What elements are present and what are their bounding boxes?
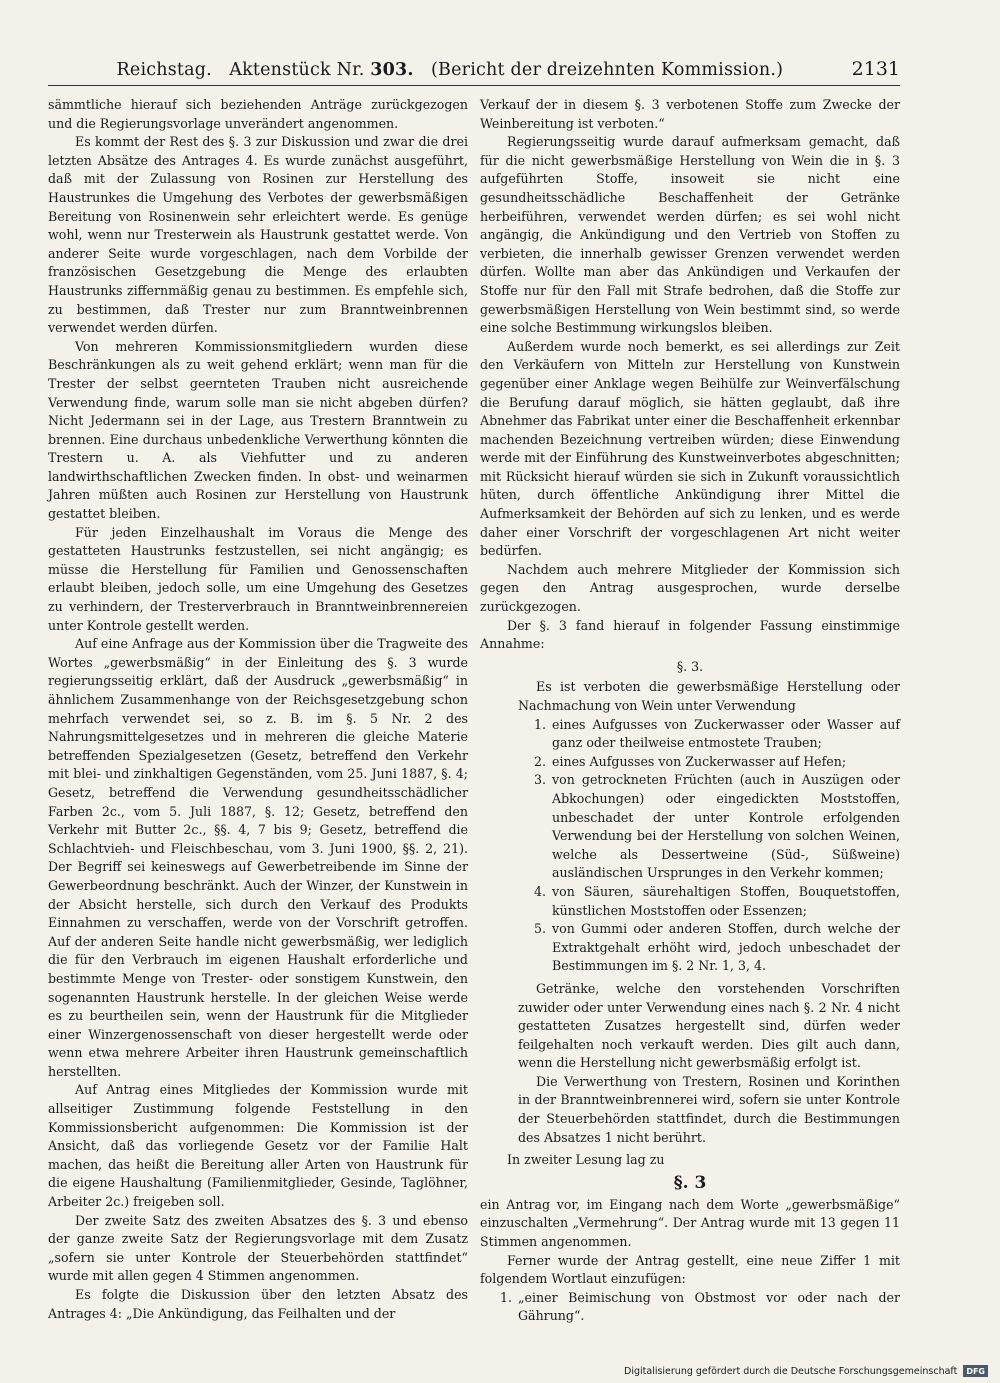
running-title-parliament: Reichstag. bbox=[116, 60, 212, 80]
new-item-text: „einer Beimischung von Obstmost vor oder nach der Gährung“. bbox=[518, 1289, 900, 1324]
paragraph: Der zweite Satz des zweiten Absatzes des §. 3 und ebenso der ganze zweite Satz der Regierungsvorlage mit dem Zusatz „sofern sie unter Kontrole der Steuerbehörden stattfindet“ wurde mit allen gegen 4 Stimmen angenommen. bbox=[48, 1212, 468, 1284]
running-title-document: Aktenstück Nr. bbox=[229, 60, 365, 80]
paragraph: Für jeden Einzelhaushalt im Voraus die Menge des gestatteten Haustrunks festzustellen, sei nicht angängig; es müsse die Herstellung für Familien und Genossenschaften erlaubt bleiben, jedoch solle, um eine Umgehung des Gesetzes zu verhindern, der Tresterverbrauch in Branntweinbrennereien unter Kontrole gestellt werden. bbox=[48, 524, 468, 633]
second-reading-heading: §. 3 bbox=[673, 1172, 707, 1193]
paragraph: Es kommt der Rest des §. 3 zur Diskussion und zwar die drei letzten Absätze des Antrages 4. Es wurde zunächst ausgeführt, daß mit der Zulassung von Rosinen zur Herstellung des Haustrunkes die Umgehung des Verbotes der gewerbsmäßigen Bereitung von Rosinenwein sehr erleichtert werde. Es genüge wohl, wenn nur Tresterwein als Haustrunk gestattet werde. Von anderer Seite wurde vorgeschlagen, nach dem Vorbilde der französischen Gesetzgebung die Menge des erlaubten Haustrunks ziffernmäßig genau zu bestimmen. Es empfehle sich, zu bestimmen, daß Trester nur zum Branntweinbrennen verwendet werden dürfen. bbox=[48, 134, 468, 336]
paragraph: ein Antrag vor, im Eingang nach dem Worte „gewerbsmäßige“ einzuschalten „Vermehrung“. Der Antrag wurde mit 13 gegen 11 Stimmen angenommen. bbox=[480, 1196, 900, 1250]
law-text bbox=[518, 678, 900, 1147]
new-item-number: 1. bbox=[499, 1289, 512, 1305]
left-column bbox=[48, 96, 468, 1323]
paragraph: Nachdem auch mehrere Mitglieder der Kommission sich gegen den Antrag ausgesprochen, wurde derselbe zurückgezogen. bbox=[480, 561, 900, 615]
footer-text: Digitalisierung gefördert durch die Deutsche Forschungsgemeinschaft bbox=[624, 1365, 958, 1377]
law-item bbox=[518, 771, 900, 883]
paragraph: Verkauf der in diesem §. 3 verbotenen Stoffe zum Zwecke der Weinbereitung ist verboten.“ bbox=[480, 97, 900, 131]
paragraph: Ferner wurde der Antrag gestellt, eine neue Ziffer 1 mit folgendem Wortlaut einzufügen: bbox=[480, 1252, 900, 1287]
law-item bbox=[518, 883, 900, 920]
law-paragraph: Die Verwerthung von Trestern, Rosinen und Korinthen in der Branntweinbrennerei wird, sofern sie unter Kontrole der Steuerbehörden stattfindet, durch die Bestimmungen des Absatzes 1 nicht berührt. bbox=[518, 1073, 900, 1145]
digitization-footer bbox=[610, 1365, 988, 1377]
paragraph: Regierungsseitig wurde darauf aufmerksam gemacht, daß für die nicht gewerbsmäßige Herstellung von Wein die in §. 3 aufgeführten Stoffe, insoweit sie nicht eine gesundheitsschädliche Beschaffenheit der Getränke herbeiführen, verwendet werden dürfen; es sei wohl nicht angängig, die Ankündigung und den Vertrieb von Stoffen zu verbieten, die innerhalb gewisser Grenzen verwendet werden dürfen. Wollte man aber das Ankündigen und Verkaufen der Stoffe nur für den Fall mit Strafe bedrohen, daß die Stoffe zur gewerbsmäßigen Herstellung von Wein bestimmt sind, so werde eine solche Bestimmung wirkungslos bleiben. bbox=[480, 134, 900, 336]
paragraph: Der §. 3 fand hierauf in folgender Fassung einstimmige Annahme: bbox=[480, 617, 900, 652]
law-item-number: 1. bbox=[533, 716, 546, 732]
law-paragraph: Getränke, welche den vorstehenden Vorschriften zuwider oder unter Verwendung eines nach §. 2 Nr. 4 nicht gestatteten Zusatzes hergestellt sind, dürfen weder feilgehalten noch verkauft werden. Dies gilt auch dann, wenn die Herstellung nicht gewerbsmäßig erfolgt ist. bbox=[518, 980, 900, 1071]
law-item-text: von Säuren, säurehaltigen Stoffen, Bouquetstoffen, künstlichen Moststoffen oder Essenzen; bbox=[552, 883, 900, 918]
law-item bbox=[518, 753, 900, 772]
header-rule bbox=[48, 85, 900, 86]
running-title-report: (Bericht der dreizehnten Kommission.) bbox=[431, 60, 784, 80]
law-item-text: von Gummi oder anderen Stoffen, durch welche der Extraktgehalt erhöht wird, jedoch unbeschadet der Bestimmungen im §. 2 Nr. 1, 3, 4. bbox=[552, 921, 900, 974]
paragraph: Es folgte die Diskussion über den letzten Absatz des Antrages 4: „Die Ankündigung, das Feilhalten und der bbox=[48, 1287, 468, 1321]
dfg-logo-icon: DFG bbox=[963, 1365, 988, 1377]
paragraph: Außerdem wurde noch bemerkt, es sei allerdings zur Zeit den Verkäufern von Mitteln zur Herstellung von Kunstwein gegenüber einer Anklage wegen Beihülfe zur Weinverfälschung die Berufung darauf möglich, sie hätten geglaubt, daß ihre Abnehmer das Fabrikat unter einer die Beschaffenheit erkennbar machenden Bezeichnung vertreiben würden; diese Einwendung werde mit der Einführung des Kunstweinverbotes abgeschnitten; mit Rücksicht hierauf würden sie sich in Zukunft voraussichtlich hüten, durch öffentliche Ankündigung ihrer Mittel die Aufmerksamkeit der Behörden auf sich zu lenken, und es werde daher einer Vorschrift der vorgeschlagenen Art nicht weiter bedürfen. bbox=[480, 338, 900, 559]
paragraph: sämmtliche hierauf sich beziehenden Anträge zurückgezogen und die Regierungsvorlage unverändert angenommen. bbox=[48, 97, 468, 131]
law-item-text: von getrockneten Früchten (auch in Auszügen oder Abkochungen) oder eingedickten Moststoffen, unbeschadet der unter Kontrole erfolgenden Verwendung bei der Herstellung von solchen Weinen, welche als Dessertweine (Süd-, Süßweine) ausländischen Ursprunges in den Verkehr kommen; bbox=[552, 772, 900, 881]
running-header bbox=[48, 58, 900, 86]
law-item-text: eines Aufgusses von Zuckerwasser auf Hefen; bbox=[552, 753, 847, 769]
law-item bbox=[518, 716, 900, 753]
law-item-text: eines Aufgusses von Zuckerwasser oder Wasser auf ganz oder theilweise entmostete Trauben; bbox=[552, 716, 900, 751]
paragraph: Auf Antrag eines Mitgliedes der Kommission wurde mit allseitiger Zustimmung folgende Feststellung in den Kommissionsbericht aufgenommen: Die Kommission ist der Ansicht, daß das vorliegende Gesetz vor der Familie Halt machen, das heißt die Bereitung aller Arten von Haustrunk für die eigene Haushaltung (Familienmitglieder, Gesinde, Taglöhner, Arbeiter 2c.) freigeben soll. bbox=[48, 1082, 468, 1210]
law-item bbox=[518, 920, 900, 976]
running-title-number: 303. bbox=[370, 60, 414, 80]
paragraph: In zweiter Lesung lag zu bbox=[507, 1152, 665, 1168]
paragraph: Von mehreren Kommissionsmitgliedern wurden diese Beschränkungen als zu weit gehend erklärt; wenn man für die Trester der selbst geernteten Trauben nicht ausreichende Verwendung finde, warum solle man sie nicht abgeben dürfen? Nicht Jedermann sei in der Lage, aus Trestern Branntwein zu brennen. Eine durchaus unbedenkliche Verwerthung könnten die Trestern u. A. als Viehfutter und zu anderen landwirthschaftlichen Zwecken finden. In obst- und weinarmen Jahren müßten auch Rosinen zur Herstellung von Haustrunk gestattet bleiben. bbox=[48, 338, 468, 522]
page-number: 2131 bbox=[851, 58, 900, 80]
running-title bbox=[48, 60, 852, 80]
paragraph: Auf eine Anfrage aus der Kommission über die Tragweite des Wortes „gewerbsmäßig“ in der Einleitung des §. 3 wurde regierungsseitig erklärt, daß der Ausdruck „gewerbsmäßig“ in ähnlichem Zusammenhange von der Reichsgesetzgebung schon mehrfach verwendet sei, so z. B. im §. 5 Nr. 2 des Nahrungsmittelgesetzes und in mehreren die gleiche Materie betreffenden Spezialgesetzen (Gesetz, betreffend den Verkehr mit blei- und zinkhaltigen Gegenständen, vom 25. Juni 1887, §. 4; Gesetz, betreffend die Verwendung gesundheitsschädlicher Farben 2c., vom 5. Juli 1887, §. 12; Gesetz, betreffend den Verkehr mit Butter 2c., §§. 4, 7 bis 9; Gesetz, betreffend die Schlachtvieh- und Fleischbeschau, vom 3. Juni 1900, §§. 2, 21). Der Begriff sei keineswegs auf Gewerbetreibende im Sinne der Gewerbeordnung beschränkt. Auch der Winzer, der Kunstwein in der Absicht herstelle, sich durch den Verkauf des Produkts Einnahmen zu verschaffen, werde von der Vorschrift getroffen. Auf der anderen Seite handle nicht gewerbsmäßig, wer lediglich die für den Verbrauch im eigenen Haushalt erforderliche und bestimmte Menge von Trester- oder sonstigem Kunstwein, den sogenannten Haustrunk herstelle. In der gleichen Weise werde es zu beurtheilen sein, wenn der Haustrunk für die Mitglieder einer Winzergenossenschaft von dieser hergestellt werde oder wenn etwa mehrere Arbeiter ihren Haustrunk gemeinschaftlich herstellten. bbox=[48, 636, 468, 1079]
law-item-number: 4. bbox=[533, 883, 546, 899]
law-item-number: 3. bbox=[533, 772, 546, 788]
law-intro: Es ist verboten die gewerbsmäßige Herstellung oder Nachmachung von Wein unter Verwendung bbox=[518, 679, 900, 713]
new-item bbox=[484, 1289, 900, 1326]
right-column bbox=[480, 96, 900, 1326]
law-item-number: 2. bbox=[533, 753, 546, 769]
law-section-heading: §. 3. bbox=[676, 658, 704, 674]
law-item-number: 5. bbox=[533, 921, 546, 937]
